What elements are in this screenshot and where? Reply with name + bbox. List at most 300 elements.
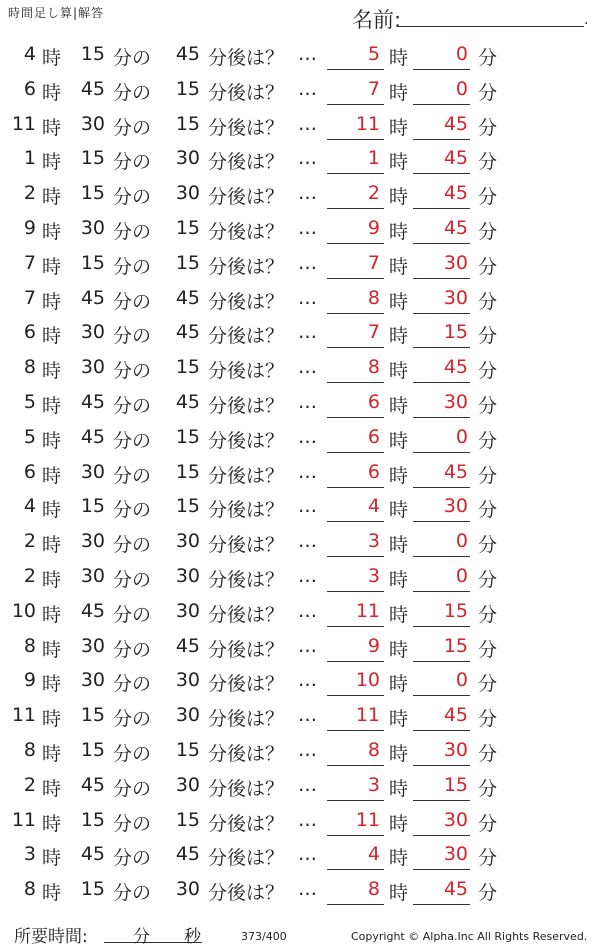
minute-value: 45 <box>80 843 105 866</box>
answer-minute-line <box>413 139 470 140</box>
hour-value: 2 <box>23 773 36 796</box>
answer-minute-kanji: 分 <box>478 220 498 243</box>
hour-value: 8 <box>23 878 36 901</box>
hour-kanji: 時 <box>42 708 62 731</box>
answer-minute-kanji: 分 <box>478 464 498 487</box>
minute-no-kanji: 分の <box>113 534 152 557</box>
hour-value: 4 <box>23 43 36 65</box>
answer-hour-kanji: 時 <box>389 186 409 209</box>
minute-no-kanji: 分の <box>113 742 152 765</box>
ellipsis: … <box>298 425 317 448</box>
hour-value: 8 <box>23 356 36 379</box>
after-question: 分後は？ <box>208 882 285 905</box>
ellipsis: … <box>298 390 317 413</box>
minute-no-kanji: 分の <box>113 47 152 69</box>
hour-value: 5 <box>23 390 36 413</box>
problem-row <box>0 699 600 734</box>
answer-minute-kanji: 分 <box>478 742 498 765</box>
problem-row <box>0 177 600 212</box>
answer-minute-kanji: 分 <box>478 603 498 626</box>
problem-row <box>0 386 600 421</box>
answer-hour: 6 <box>367 425 380 448</box>
minute-value: 15 <box>80 738 105 761</box>
problem-list <box>0 38 600 908</box>
problem-row <box>0 108 600 143</box>
time-required-label: 所要時間: <box>14 927 88 947</box>
hour-value: 11 <box>11 808 36 831</box>
add-minutes-value: 30 <box>175 530 200 553</box>
after-question: 分後は？ <box>208 847 285 870</box>
time-minutes-unit: 分 <box>133 927 150 947</box>
answer-minute-kanji: 分 <box>478 290 498 313</box>
answer-minute-line <box>413 104 470 105</box>
minute-no-kanji: 分の <box>113 882 152 905</box>
answer-hour: 3 <box>367 773 380 796</box>
answer-hour: 10 <box>355 669 380 692</box>
minute-value: 15 <box>80 808 105 831</box>
problem-row <box>0 873 600 908</box>
after-question: 分後は？ <box>208 777 285 800</box>
answer-minute: 45 <box>443 460 468 483</box>
answer-minute: 45 <box>443 112 468 135</box>
hour-value: 11 <box>11 704 36 727</box>
name-label: 名前: <box>352 8 402 32</box>
minute-value: 45 <box>80 773 105 796</box>
minute-no-kanji: 分の <box>113 429 152 452</box>
answer-hour: 4 <box>367 495 380 518</box>
ellipsis: … <box>298 878 317 901</box>
problem-row <box>0 282 600 317</box>
minute-value: 45 <box>80 425 105 448</box>
answer-hour-kanji: 時 <box>389 360 409 383</box>
answer-minute: 30 <box>443 286 468 309</box>
answer-minute: 0 <box>455 77 468 100</box>
problem-row <box>0 142 600 177</box>
after-question: 分後は？ <box>208 360 285 383</box>
answer-minute-kanji: 分 <box>478 534 498 557</box>
answer-hour-line <box>327 243 384 244</box>
add-minutes-value: 30 <box>175 599 200 622</box>
hour-kanji: 時 <box>42 534 62 557</box>
add-minutes-value: 15 <box>175 495 200 518</box>
after-question: 分後は？ <box>208 603 285 626</box>
ellipsis: … <box>298 216 317 239</box>
ellipsis: … <box>298 704 317 727</box>
answer-minute: 30 <box>443 251 468 274</box>
answer-hour: 5 <box>367 43 380 65</box>
answer-hour-line <box>327 139 384 140</box>
after-question: 分後は？ <box>208 394 285 417</box>
ellipsis: … <box>298 738 317 761</box>
hour-value: 8 <box>23 634 36 657</box>
ellipsis: … <box>298 251 317 274</box>
minute-value: 30 <box>80 669 105 692</box>
minute-no-kanji: 分の <box>113 568 152 591</box>
minute-no-kanji: 分の <box>113 151 152 174</box>
answer-hour: 7 <box>367 77 380 100</box>
answer-minute-kanji: 分 <box>478 151 498 174</box>
hour-value: 7 <box>23 286 36 309</box>
hour-kanji: 時 <box>42 568 62 591</box>
minute-no-kanji: 分の <box>113 220 152 243</box>
answer-hour: 11 <box>355 599 380 622</box>
hour-value: 2 <box>23 530 36 553</box>
add-minutes-value: 45 <box>175 286 200 309</box>
hour-value: 7 <box>23 251 36 274</box>
answer-hour: 9 <box>367 634 380 657</box>
answer-hour-line <box>327 347 384 348</box>
problem-row <box>0 490 600 525</box>
add-minutes-value: 15 <box>175 251 200 274</box>
answer-minute-line <box>413 313 470 314</box>
add-minutes-value: 30 <box>175 878 200 901</box>
minute-value: 30 <box>80 356 105 379</box>
answer-minute: 45 <box>443 216 468 239</box>
answer-minute-line <box>413 800 470 801</box>
hour-value: 9 <box>23 216 36 239</box>
answer-hour-line <box>327 730 384 731</box>
minute-value: 15 <box>80 147 105 170</box>
answer-hour-line <box>327 382 384 383</box>
hour-kanji: 時 <box>42 325 62 348</box>
answer-hour-kanji: 時 <box>389 325 409 348</box>
ellipsis: … <box>298 634 317 657</box>
after-question: 分後は？ <box>208 220 285 243</box>
answer-minute-line <box>413 347 470 348</box>
after-question: 分後は？ <box>208 429 285 452</box>
minute-no-kanji: 分の <box>113 255 152 278</box>
problem-row <box>0 351 600 386</box>
answer-minute-kanji: 分 <box>478 255 498 278</box>
minute-no-kanji: 分の <box>113 777 152 800</box>
add-minutes-value: 30 <box>175 669 200 692</box>
problem-row <box>0 734 600 769</box>
minute-value: 15 <box>80 878 105 901</box>
problem-row <box>0 247 600 282</box>
answer-hour-kanji: 時 <box>389 708 409 731</box>
minute-no-kanji: 分の <box>113 186 152 209</box>
copyright: Copyright © Alpha.Inc All Rights Reserved. <box>351 930 588 943</box>
add-minutes-value: 15 <box>175 77 200 100</box>
minute-value: 45 <box>80 77 105 100</box>
minute-value: 15 <box>80 182 105 205</box>
answer-hour-line <box>327 69 384 70</box>
add-minutes-value: 15 <box>175 460 200 483</box>
answer-hour-line <box>327 695 384 696</box>
add-minutes-value: 45 <box>175 390 200 413</box>
hour-kanji: 時 <box>42 116 62 139</box>
hour-kanji: 時 <box>42 742 62 765</box>
after-question: 分後は？ <box>208 534 285 557</box>
answer-hour: 7 <box>367 251 380 274</box>
answer-hour: 8 <box>367 878 380 901</box>
hour-kanji: 時 <box>42 673 62 696</box>
answer-hour-line <box>327 521 384 522</box>
minute-value: 30 <box>80 112 105 135</box>
ellipsis: … <box>298 147 317 170</box>
minute-value: 45 <box>80 390 105 413</box>
minute-value: 45 <box>80 286 105 309</box>
minute-value: 30 <box>80 564 105 587</box>
minute-value: 15 <box>80 43 105 65</box>
answer-hour-line <box>327 869 384 870</box>
hour-value: 1 <box>23 147 36 170</box>
answer-minute-kanji: 分 <box>478 186 498 209</box>
hour-kanji: 時 <box>42 255 62 278</box>
minute-value: 45 <box>80 599 105 622</box>
answer-hour: 11 <box>355 704 380 727</box>
answer-minute: 30 <box>443 808 468 831</box>
answer-hour-line <box>327 313 384 314</box>
hour-kanji: 時 <box>42 499 62 522</box>
ellipsis: … <box>298 43 317 65</box>
add-minutes-value: 30 <box>175 147 200 170</box>
answer-minute: 45 <box>443 147 468 170</box>
answer-minute: 15 <box>443 599 468 622</box>
answer-minute: 0 <box>455 669 468 692</box>
answer-minute-kanji: 分 <box>478 47 498 69</box>
answer-hour: 3 <box>367 564 380 587</box>
hour-value: 6 <box>23 77 36 100</box>
answer-hour-kanji: 時 <box>389 568 409 591</box>
hour-value: 10 <box>11 599 36 622</box>
answer-hour-line <box>327 173 384 174</box>
ellipsis: … <box>298 564 317 587</box>
answer-minute-kanji: 分 <box>478 81 498 104</box>
answer-minute-kanji: 分 <box>478 325 498 348</box>
hour-kanji: 時 <box>42 603 62 626</box>
minute-no-kanji: 分の <box>113 847 152 870</box>
ellipsis: … <box>298 286 317 309</box>
answer-minute-line <box>413 382 470 383</box>
hour-kanji: 時 <box>42 360 62 383</box>
problem-row <box>0 804 600 839</box>
minute-no-kanji: 分の <box>113 394 152 417</box>
answer-minute: 0 <box>455 43 468 65</box>
ellipsis: … <box>298 530 317 553</box>
hour-kanji: 時 <box>42 394 62 417</box>
answer-hour: 9 <box>367 216 380 239</box>
answer-minute: 0 <box>455 530 468 553</box>
hour-value: 6 <box>23 460 36 483</box>
minute-no-kanji: 分の <box>113 290 152 313</box>
answer-hour-kanji: 時 <box>389 116 409 139</box>
hour-kanji: 時 <box>42 882 62 905</box>
answer-minute: 30 <box>443 843 468 866</box>
answer-hour: 6 <box>367 460 380 483</box>
answer-minute-line <box>413 208 470 209</box>
hour-value: 3 <box>23 843 36 866</box>
answer-minute-kanji: 分 <box>478 638 498 661</box>
after-question: 分後は？ <box>208 742 285 765</box>
add-minutes-value: 45 <box>175 321 200 344</box>
answer-hour-line <box>327 765 384 766</box>
minute-no-kanji: 分の <box>113 360 152 383</box>
hour-kanji: 時 <box>42 847 62 870</box>
answer-minute-line <box>413 835 470 836</box>
answer-hour: 8 <box>367 738 380 761</box>
answer-minute-kanji: 分 <box>478 673 498 696</box>
after-question: 分後は？ <box>208 673 285 696</box>
hour-value: 2 <box>23 564 36 587</box>
add-minutes-value: 15 <box>175 356 200 379</box>
answer-minute: 0 <box>455 425 468 448</box>
ellipsis: … <box>298 495 317 518</box>
answer-hour-kanji: 時 <box>389 499 409 522</box>
ellipsis: … <box>298 356 317 379</box>
name-dot: . <box>584 12 589 28</box>
minute-value: 30 <box>80 216 105 239</box>
answer-hour: 4 <box>367 843 380 866</box>
answer-hour-line <box>327 417 384 418</box>
answer-minute: 15 <box>443 634 468 657</box>
answer-hour-kanji: 時 <box>389 255 409 278</box>
after-question: 分後は？ <box>208 290 285 313</box>
answer-hour-line <box>327 626 384 627</box>
answer-minute-kanji: 分 <box>478 568 498 591</box>
minute-no-kanji: 分の <box>113 638 152 661</box>
answer-hour: 11 <box>355 808 380 831</box>
page-number: 373/400 <box>241 930 287 943</box>
answer-hour-kanji: 時 <box>389 603 409 626</box>
answer-minute-line <box>413 417 470 418</box>
minute-value: 30 <box>80 530 105 553</box>
add-minutes-value: 30 <box>175 182 200 205</box>
ellipsis: … <box>298 599 317 622</box>
answer-hour-kanji: 時 <box>389 151 409 174</box>
hour-kanji: 時 <box>42 220 62 243</box>
minute-no-kanji: 分の <box>113 708 152 731</box>
answer-hour-kanji: 時 <box>389 673 409 696</box>
answer-minute: 45 <box>443 182 468 205</box>
answer-minute-kanji: 分 <box>478 429 498 452</box>
answer-hour: 2 <box>367 182 380 205</box>
answer-minute-line <box>413 626 470 627</box>
answer-hour: 7 <box>367 321 380 344</box>
answer-minute-line <box>413 278 470 279</box>
add-minutes-value: 15 <box>175 738 200 761</box>
hour-kanji: 時 <box>42 81 62 104</box>
answer-hour-kanji: 時 <box>389 847 409 870</box>
minute-value: 30 <box>80 634 105 657</box>
answer-hour-line <box>327 835 384 836</box>
ellipsis: … <box>298 808 317 831</box>
answer-minute: 45 <box>443 356 468 379</box>
answer-hour-line <box>327 556 384 557</box>
answer-minute-kanji: 分 <box>478 777 498 800</box>
hour-kanji: 時 <box>42 638 62 661</box>
answer-hour-line <box>327 278 384 279</box>
after-question: 分後は？ <box>208 638 285 661</box>
answer-hour-line <box>327 591 384 592</box>
answer-hour-kanji: 時 <box>389 47 409 69</box>
answer-minute-kanji: 分 <box>478 394 498 417</box>
answer-minute-line <box>413 591 470 592</box>
answer-minute-kanji: 分 <box>478 882 498 905</box>
hour-kanji: 時 <box>42 812 62 835</box>
add-minutes-value: 30 <box>175 704 200 727</box>
answer-minute: 30 <box>443 495 468 518</box>
answer-minute-line <box>413 452 470 453</box>
answer-minute: 45 <box>443 878 468 901</box>
answer-hour-line <box>327 487 384 488</box>
minute-value: 15 <box>80 704 105 727</box>
problem-row <box>0 421 600 456</box>
problem-row <box>0 560 600 595</box>
hour-value: 2 <box>23 182 36 205</box>
answer-minute-line <box>413 521 470 522</box>
add-minutes-value: 15 <box>175 808 200 831</box>
add-minutes-value: 45 <box>175 634 200 657</box>
hour-kanji: 時 <box>42 464 62 487</box>
answer-minute-line <box>413 904 470 905</box>
answer-hour-kanji: 時 <box>389 81 409 104</box>
answer-hour-kanji: 時 <box>389 394 409 417</box>
answer-minute: 30 <box>443 738 468 761</box>
answer-hour-line <box>327 104 384 105</box>
hour-value: 6 <box>23 321 36 344</box>
problem-row <box>0 456 600 491</box>
answer-hour-kanji: 時 <box>389 777 409 800</box>
problem-row <box>0 212 600 247</box>
after-question: 分後は？ <box>208 186 285 209</box>
answer-hour-kanji: 時 <box>389 429 409 452</box>
answer-minute-line <box>413 556 470 557</box>
answer-hour-line <box>327 452 384 453</box>
minute-value: 30 <box>80 321 105 344</box>
minute-value: 15 <box>80 495 105 518</box>
answer-hour: 8 <box>367 286 380 309</box>
ellipsis: … <box>298 112 317 135</box>
answer-hour-kanji: 時 <box>389 464 409 487</box>
answer-hour: 1 <box>367 147 380 170</box>
answer-minute-kanji: 分 <box>478 708 498 731</box>
answer-minute-kanji: 分 <box>478 812 498 835</box>
answer-hour-line <box>327 208 384 209</box>
answer-hour-kanji: 時 <box>389 534 409 557</box>
after-question: 分後は？ <box>208 47 285 69</box>
hour-kanji: 時 <box>42 186 62 209</box>
answer-minute-line <box>413 695 470 696</box>
minute-no-kanji: 分の <box>113 673 152 696</box>
problem-row <box>0 38 600 73</box>
ellipsis: … <box>298 669 317 692</box>
answer-hour-kanji: 時 <box>389 290 409 313</box>
add-minutes-value: 15 <box>175 216 200 239</box>
hour-value: 4 <box>23 495 36 518</box>
answer-minute-line <box>413 661 470 662</box>
minute-no-kanji: 分の <box>113 81 152 104</box>
hour-kanji: 時 <box>42 429 62 452</box>
answer-hour-line <box>327 661 384 662</box>
answer-hour-kanji: 時 <box>389 220 409 243</box>
answer-hour-kanji: 時 <box>389 742 409 765</box>
hour-kanji: 時 <box>42 777 62 800</box>
add-minutes-value: 15 <box>175 112 200 135</box>
answer-hour-line <box>327 800 384 801</box>
answer-hour: 8 <box>367 356 380 379</box>
answer-minute: 15 <box>443 321 468 344</box>
after-question: 分後は？ <box>208 325 285 348</box>
answer-minute-line <box>413 765 470 766</box>
answer-minute-line <box>413 487 470 488</box>
hour-kanji: 時 <box>42 151 62 174</box>
add-minutes-value: 15 <box>175 425 200 448</box>
answer-hour: 3 <box>367 530 380 553</box>
hour-value: 8 <box>23 738 36 761</box>
hour-value: 5 <box>23 425 36 448</box>
add-minutes-value: 45 <box>175 43 200 65</box>
